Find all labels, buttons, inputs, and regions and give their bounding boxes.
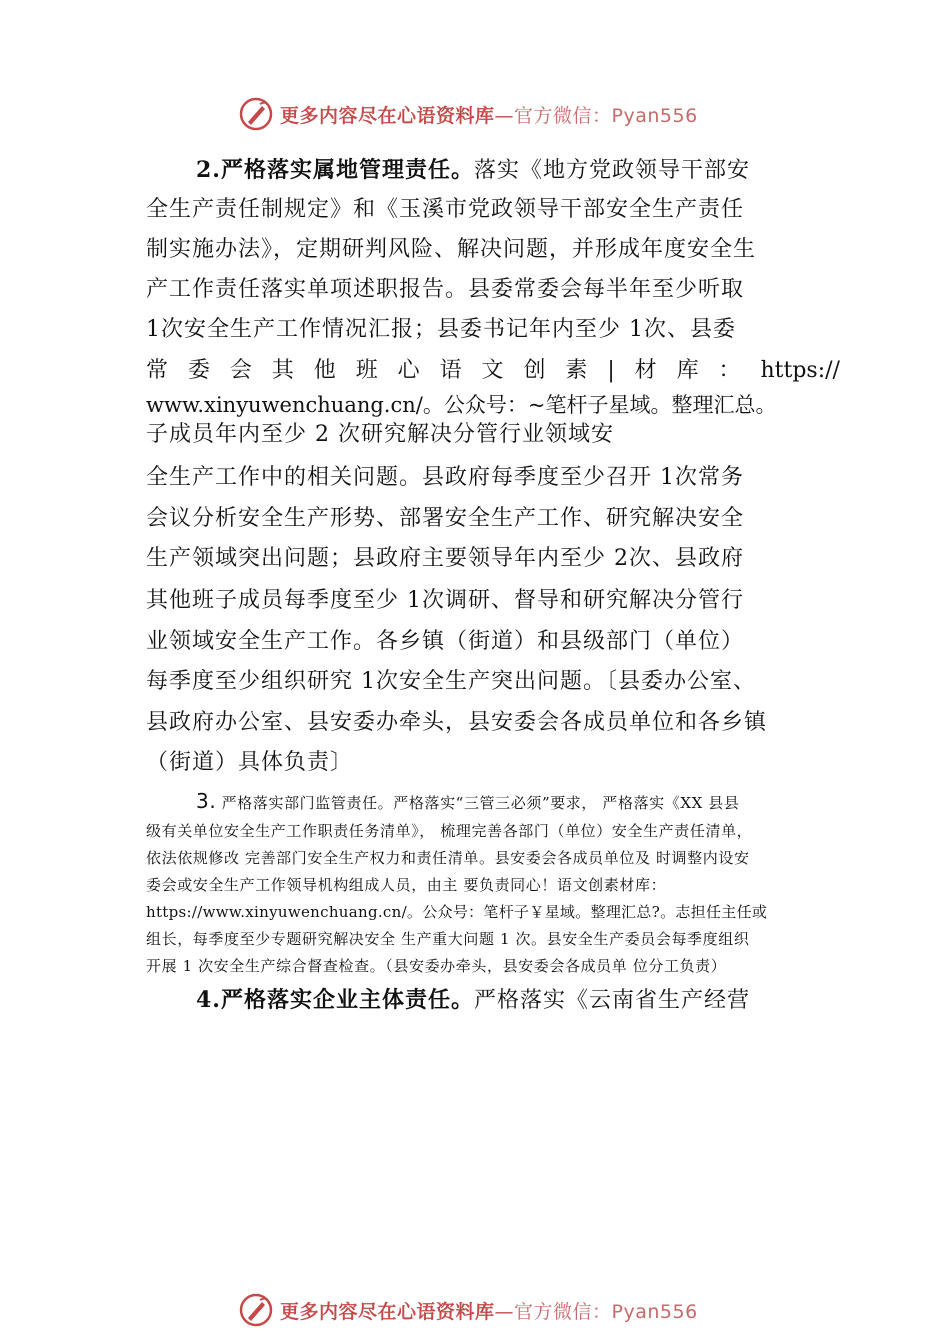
banner-main: 更多内容尽在心语资料库 <box>280 104 495 127</box>
section2-line1 <box>196 155 750 186</box>
banner-dash: — <box>494 104 515 127</box>
section2-line12: 其他班子成员每季度至少 1次调研、督导和研究解决分管行 <box>146 588 744 613</box>
line6-char: 创 <box>523 358 546 383</box>
footer-banner <box>238 1290 758 1330</box>
pen-logo-icon <box>238 96 274 132</box>
banner-id: Pyan556 <box>611 104 698 127</box>
section2-line9: 全生产工作中的相关问题。县政府每季度至少召开 1次常务 <box>146 465 744 490</box>
section3-line1 <box>196 790 740 814</box>
section3-line7: 开展 1 次安全生产综合督查检查。（县安委办牵头，县安委会各成员单 位分工负责） <box>146 957 727 975</box>
section2-line14: 每季度至少组织研究 1次安全生产突出问题。〔县委办公室、 <box>146 669 756 694</box>
section2-line11: 生产领域突出问题；县政府主要领导年内至少 2次、县政府 <box>146 546 744 571</box>
banner-text <box>280 101 698 128</box>
banner-wechat: 官方微信： <box>514 104 612 127</box>
section4-heading: 4.严格落实企业主体责任。 <box>196 987 474 1013</box>
line6-char: 文 <box>481 358 504 383</box>
line6-char: 库 <box>676 358 699 383</box>
line6-char: | <box>607 358 615 383</box>
line6-char: 委 <box>187 358 210 383</box>
line6-char: ： <box>718 358 741 383</box>
section3-line6: 组长，每季度至少专题研究解决安全 生产重大问题 1 次。县安全生产委员会每季度组织 <box>146 930 750 948</box>
line6-char: 材 <box>634 358 657 383</box>
section2-line2: 全生产责任制规定》和《玉溪市党政领导干部安全生产责任 <box>146 197 745 222</box>
section3-line5: https://www.xinyuwenchuang.cn/。公众号：笔杆子￥星域。整理汇总?。志担任主任或 <box>146 903 768 921</box>
section2-line10: 会议分析安全生产形势、部署安全生产工作、研究解决安全 <box>146 506 745 531</box>
section3-line2: 级有关单位安全生产工作职责任务清单》， 梳理完善各部门（单位）安全生产责任清单， <box>146 822 753 840</box>
line6-char: 其 <box>271 358 294 383</box>
section2-line16: （街道）具体负责〕 <box>146 750 354 775</box>
section2-line7: www.xinyuwenchuang.cn/。公众号：~笔杆子星域。整理汇总。 <box>146 393 777 417</box>
line6-char: https:// <box>760 358 840 383</box>
section3-line4: 委会或安全生产工作领导机构组成人员，由主 要负责同心！语文创素材库： <box>146 876 667 894</box>
section4-line1-rest: 严格落实《云南省生产经营 <box>473 988 750 1013</box>
banner-dash: — <box>494 1300 515 1323</box>
section2-line15: 县政府办公室、县安委办牵头，县安委会各成员单位和各乡镇 <box>146 710 768 735</box>
header-banner <box>238 94 758 134</box>
section3-line1-text: 严格落实部门监管责任。严格落实“三管三必须”要求， 严格落实《XX 县县 <box>221 794 740 812</box>
pen-logo-icon <box>238 1292 274 1328</box>
section4-line1 <box>196 985 750 1016</box>
line6-char: 语 <box>439 358 462 383</box>
line6-char: 心 <box>397 358 420 383</box>
line6-char: 常 <box>146 358 169 383</box>
line6-char: 会 <box>229 358 252 383</box>
section3-num: 3. <box>196 789 217 813</box>
section2-line5: 1次安全生产工作情况汇报；县委书记年内至少 1次、县委 <box>146 317 736 342</box>
section2-line8: 子成员年内至少 2 次研究解决分管行业领域安 <box>146 422 614 447</box>
line6-char: 班 <box>355 358 378 383</box>
line6-char: 他 <box>313 358 336 383</box>
line6-char: 素 <box>565 358 588 383</box>
section2-line1-rest: 落实《地方党政领导干部安 <box>473 158 750 183</box>
section3-line3: 依法依规修改 完善部门安全生产权力和责任清单。县安委会各成员单位及 时调整内设安 <box>146 849 750 867</box>
section2-line4: 产工作责任落实单项述职报告。县委常委会每半年至少听取 <box>146 277 745 302</box>
section2-heading: 2.严格落实属地管理责任。 <box>196 157 474 183</box>
section2-line6 <box>146 356 840 386</box>
banner-text <box>280 1297 698 1324</box>
section2-line13: 业领域安全生产工作。各乡镇（街道）和县级部门（单位） <box>146 629 745 654</box>
banner-wechat: 官方微信： <box>514 1300 612 1323</box>
section2-line3: 制实施办法》，定期研判风险、解决问题，并形成年度安全生 <box>146 237 757 262</box>
banner-main: 更多内容尽在心语资料库 <box>280 1300 495 1323</box>
banner-id: Pyan556 <box>611 1300 698 1323</box>
